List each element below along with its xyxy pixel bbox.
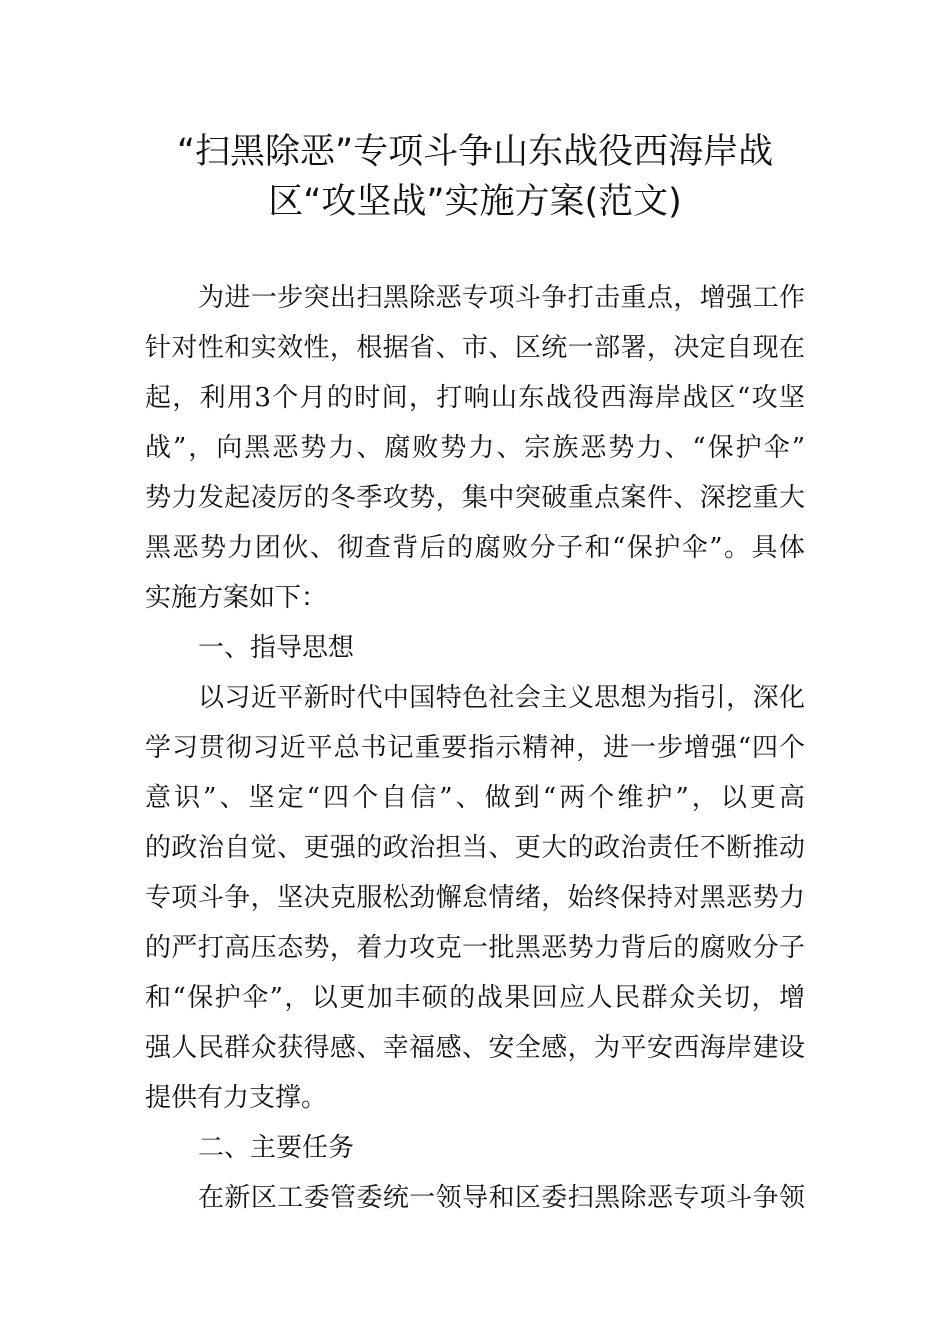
body-line: 在新区工委管委统一领导和区委扫黑除恶专项斗争领 [198,1183,805,1213]
body-line: 起，利用3个月的时间，打响山东战役西海岸战区“攻坚 [145,383,805,413]
body-line: 的严打高压态势，着力攻克一批黑恶势力背后的腐败分子 [145,933,805,963]
body-line: 提供有力支撑。 [145,1083,328,1113]
body-line: 以习近平新时代中国特色社会主义思想为指引，深化 [198,683,805,713]
body-line: 实施方案如下： [145,583,328,613]
body-line: 势力发起凌厉的冬季攻势，集中突破重点案件、深挖重大 [145,483,805,513]
body-line: 的政治自觉、更强的政治担当、更大的政治责任不断推动 [145,833,805,863]
body-line: 强人民群众获得感、幸福感、安全感，为平安西海岸建设 [145,1033,805,1063]
section-heading: 二、主要任务 [198,1133,355,1163]
section-heading: 一、指导思想 [198,633,355,663]
document-title-line-2: 区“攻坚战”实施方案(范文) [268,182,682,222]
body-line: 学习贯彻习近平总书记重要指示精神，进一步增强“四个 [145,733,805,763]
body-line: 和“保护伞”，以更加丰硕的战果回应人民群众关切，增 [145,983,805,1013]
body-line: 意识”、坚定“四个自信”、做到“两个维护”，以更高 [145,783,805,813]
body-line: 专项斗争，坚决克服松劲懈怠情绪，始终保持对黑恶势力 [145,883,805,913]
document-title-line-1: “扫黑除恶”专项斗争山东战役西海岸战 [176,132,774,172]
body-line: 黑恶势力团伙、彻查背后的腐败分子和“保护伞”。具体 [145,533,805,563]
body-line: 为进一步突出扫黑除恶专项斗争打击重点，增强工作 [198,283,805,313]
body-line: 针对性和实效性，根据省、市、区统一部署，决定自现在 [145,333,805,363]
body-line: 战”，向黑恶势力、腐败势力、宗族恶势力、“保护伞” [145,433,805,463]
